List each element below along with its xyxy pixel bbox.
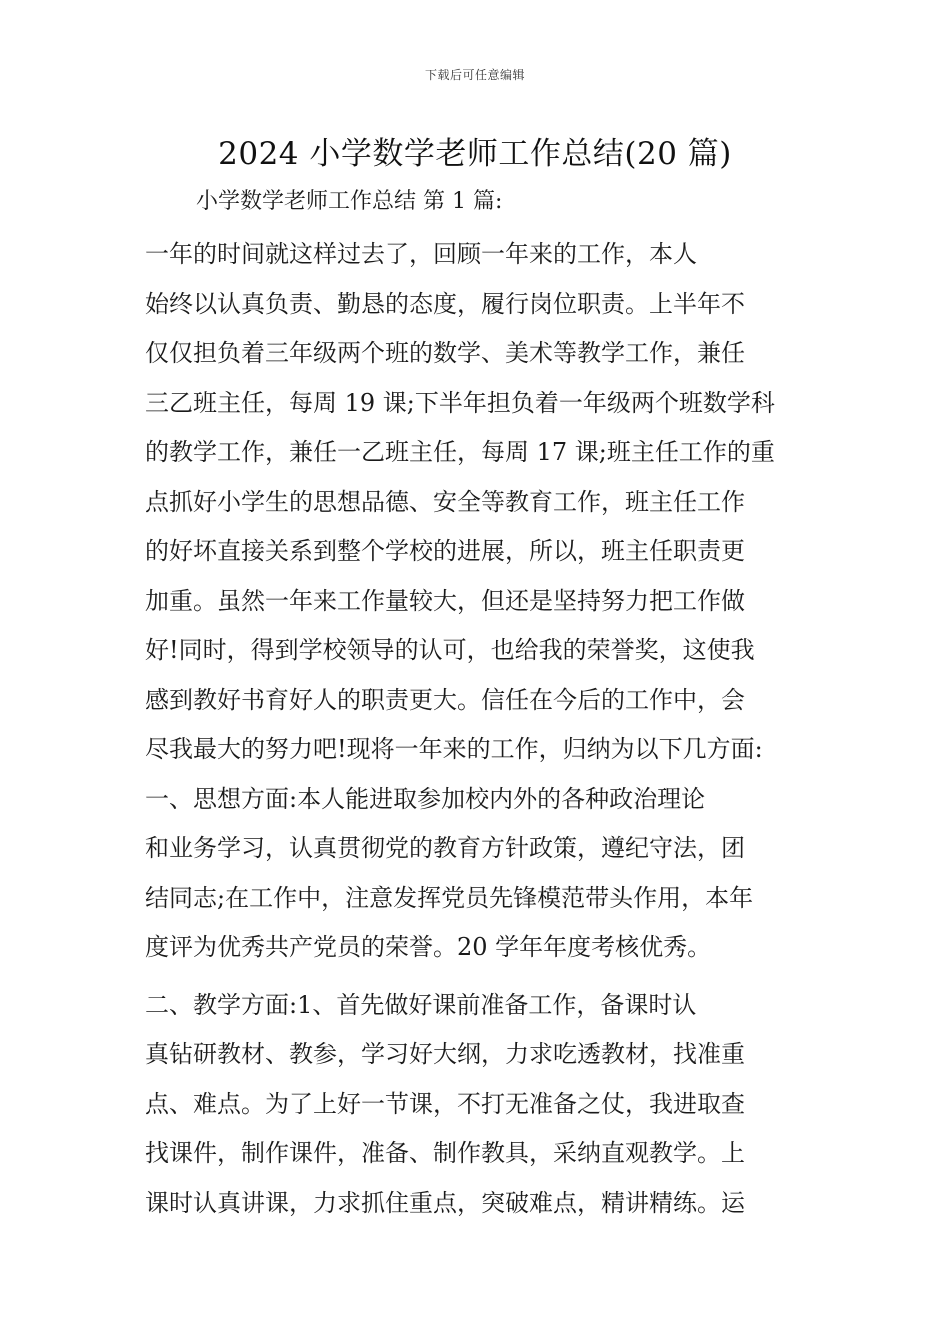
text-line: 真钻研教材、教参，学习好大纲，力求吃透教材，找准重: [145, 1040, 745, 1068]
paragraph-gap: [145, 973, 815, 981]
text-line: 点、难点。为了上好一节课，不打无准备之仗，我进取查: [145, 1089, 745, 1118]
text-line: 始终以认真负责、勤恳的态度，履行岗位职责。上半年不: [145, 289, 745, 318]
text-line: 的教学工作，兼任一乙班主任，每周 17 课;班主任工作的重: [145, 438, 775, 466]
section-heading: 小学数学老师工作总结 第 1 篇:: [196, 189, 503, 214]
body-text: [145, 230, 815, 1228]
text-line: 一年的时间就这样过去了，回顾一年来的工作，本人: [145, 240, 697, 268]
document-title: 2024 小学数学老师工作总结(20 篇): [218, 136, 732, 172]
paragraph-intro: [145, 230, 815, 775]
text-line: 的好坏直接关系到整个学校的进展，所以，班主任职责更: [145, 537, 745, 565]
text-line: 二、教学方面:1、首先做好课前准备工作，备课时认: [145, 990, 697, 1019]
text-line: 好!同时，得到学校领导的认可，也给我的荣誉奖，这使我: [145, 636, 755, 664]
text-line: 加重。虽然一年来工作量较大，但还是坚持努力把工作做: [145, 586, 745, 615]
text-line: 仅仅担负着三年级两个班的数学、美术等教学工作，兼任: [145, 339, 745, 367]
text-line: 感到教好书育好人的职责更大。信任在今后的工作中，会: [145, 685, 745, 714]
paragraph-teaching: [145, 981, 815, 1229]
header-note: 下载后可任意编辑: [424, 68, 525, 82]
text-line: 和业务学习，认真贯彻党的教育方针政策，遵纪守法，团: [145, 834, 745, 862]
text-line: 点抓好小学生的思想品德、安全等教育工作，班主任工作: [145, 487, 745, 516]
text-line: 课时认真讲课，力求抓住重点，突破难点，精讲精练。运: [145, 1188, 745, 1217]
text-line: 度评为优秀共产党员的荣誉。20 学年年度考核优秀。: [145, 933, 712, 961]
paragraph-thought: [145, 775, 815, 973]
text-line: 三乙班主任，每周 19 课;下半年担负着一年级两个班数学科: [145, 388, 775, 417]
text-line: 尽我最大的努力吧!现将一年来的工作，归纳为以下几方面:: [145, 735, 763, 763]
text-line: 找课件，制作课件，准备、制作教具，采纳直观教学。上: [145, 1139, 745, 1167]
text-line: 结同志;在工作中，注意发挥党员先锋模范带头作用，本年: [145, 883, 754, 912]
text-line: 一、思想方面:本人能进取参加校内外的各种政治理论: [145, 784, 706, 813]
